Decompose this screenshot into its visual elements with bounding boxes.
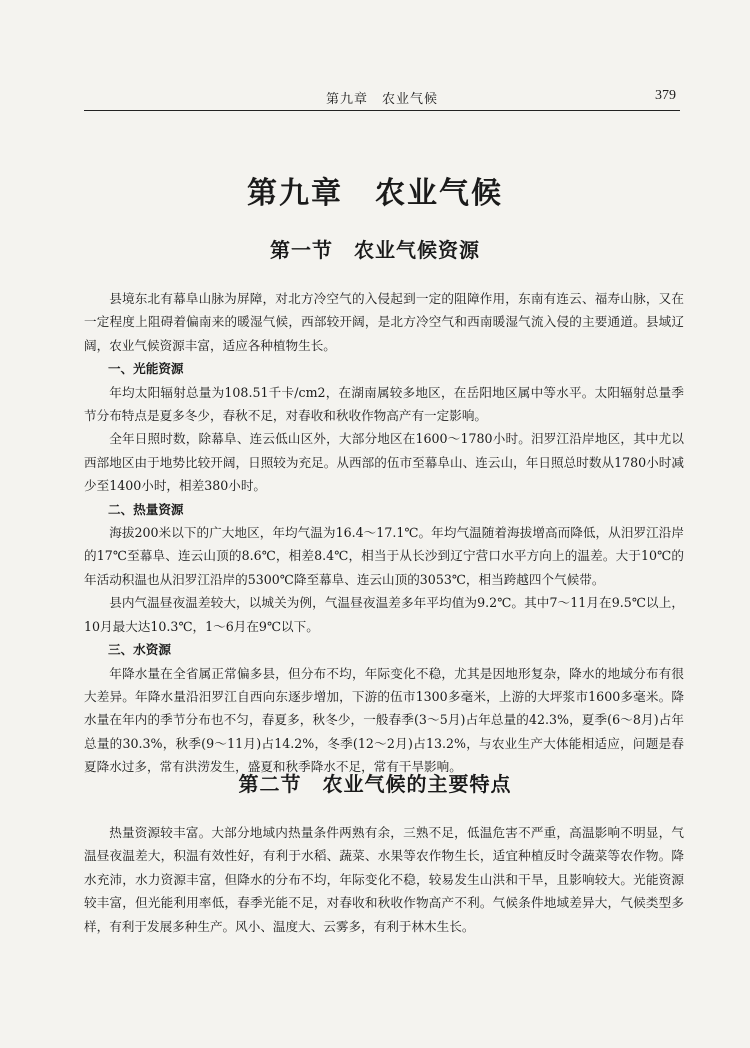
section-2-body [84,821,684,938]
section-1-title: 第一节 农业气候资源 [270,238,480,262]
section-1-intro-paragraph: 县境东北有幕阜山脉为屏障，对北方冷空气的入侵起到一定的阻障作用，东南有连云、福寿山脉，又在一定程度上阻碍着偏南来的暖湿气候，西部较开阔，是北方冷空气和西南暖湿气流入侵的主要通道。县域辽阔，农业气候资源丰富，适应各种植物生长。 [84,291,684,353]
light-resources-heading: 一、光能资源 [107,361,184,377]
heat-paragraph-2: 县内气温昼夜温差较大，以城关为例，气温昼夜温差多年平均值为9.2℃。其中7～11月在9.5℃以上，10月最大达10.3℃，1～6月在9℃以下。 [84,595,684,634]
section-2-title: 第二节 农业气候的主要特点 [238,772,512,796]
running-header [84,86,680,111]
heat-paragraph-1: 海拔200米以下的广大地区，年均气温为16.4～17.1℃。年均气温随着海拔增高而降低，从汨罗江沿岸的17℃至幕阜、连云山顶的8.6℃，相差8.4℃，相当于从长沙到辽宁营口水平方向上的温差。大于10℃的年活动积温也从汨罗江沿岸的5300℃降至幕阜、连云山顶的3053℃，相当跨越四个气候带。 [84,525,684,587]
water-resources-heading: 三、水资源 [107,642,171,658]
page-number: 379 [655,88,676,103]
light-paragraph-1: 年均太阳辐射总量为108.51千卡/cm2，在湖南属较多地区，在岳阳地区属中等水平。太阳辐射总量季节分布特点是夏多冬少，春秋不足，对春收和秋收作物高产有一定影响。 [84,384,684,424]
header-chapter-title: 第九章 农业气候 [325,92,438,107]
light-paragraph-2: 全年日照时数，除幕阜、连云低山区外，大部分地区在1600～1780小时。汨罗江沿岸地区，其中尤以西部地区由于地势比较开阔，日照较为充足。从西部的伍市至幕阜山、连云山，年日照总时数从1780小时减少至1400小时，相差380小时。 [84,431,684,494]
chapter-title: 第九章 农业气候 [247,176,503,211]
water-paragraph-1: 年降水量在全省属正常偏多县，但分布不均，年际变化不稳，尤其是因地形复杂，降水的地域分布有很大差异。年降水量沿汨罗江自西向东逐步增加，下游的伍市1300多毫米，上游的大坪浆市1600多毫米。降水量在年内的季节分布也不匀，春夏多，秋冬少，一般春季(3～5月)占年总量的42.3%，夏季(6～8月)占年总量的30.3%，秋季(9～11月)占14.2%，冬季(12～2月)占13.2%，与农业生产大体能相适应，问题是春夏降水过多，常有洪涝发生，盛夏和秋季降水不足，常有干旱影响。 [84,665,684,775]
heat-resources-heading: 二、热量资源 [107,501,184,517]
section-2-paragraph: 热量资源较丰富。大部分地域内热量条件两熟有余，三熟不足，低温危害不严重，高温影响不明显，气温昼夜温差大，积温有效性好，有利于水稻、蔬菜、水果等农作物生长，适宜种植反时令蔬菜等农作物。降水充沛，水力资源丰富，但降水的分布不均，年际变化不稳，较易发生山洪和干旱，且影响较大。光能资源较丰富，但光能利用率低，春季光能不足，对春收和秋收作物高产不利。气候条件地域差异大，气候类型多样，有利于发展多种生产。风小、温度大、云雾多，有利于林木生长。 [84,825,684,934]
section-1-body [84,287,684,779]
